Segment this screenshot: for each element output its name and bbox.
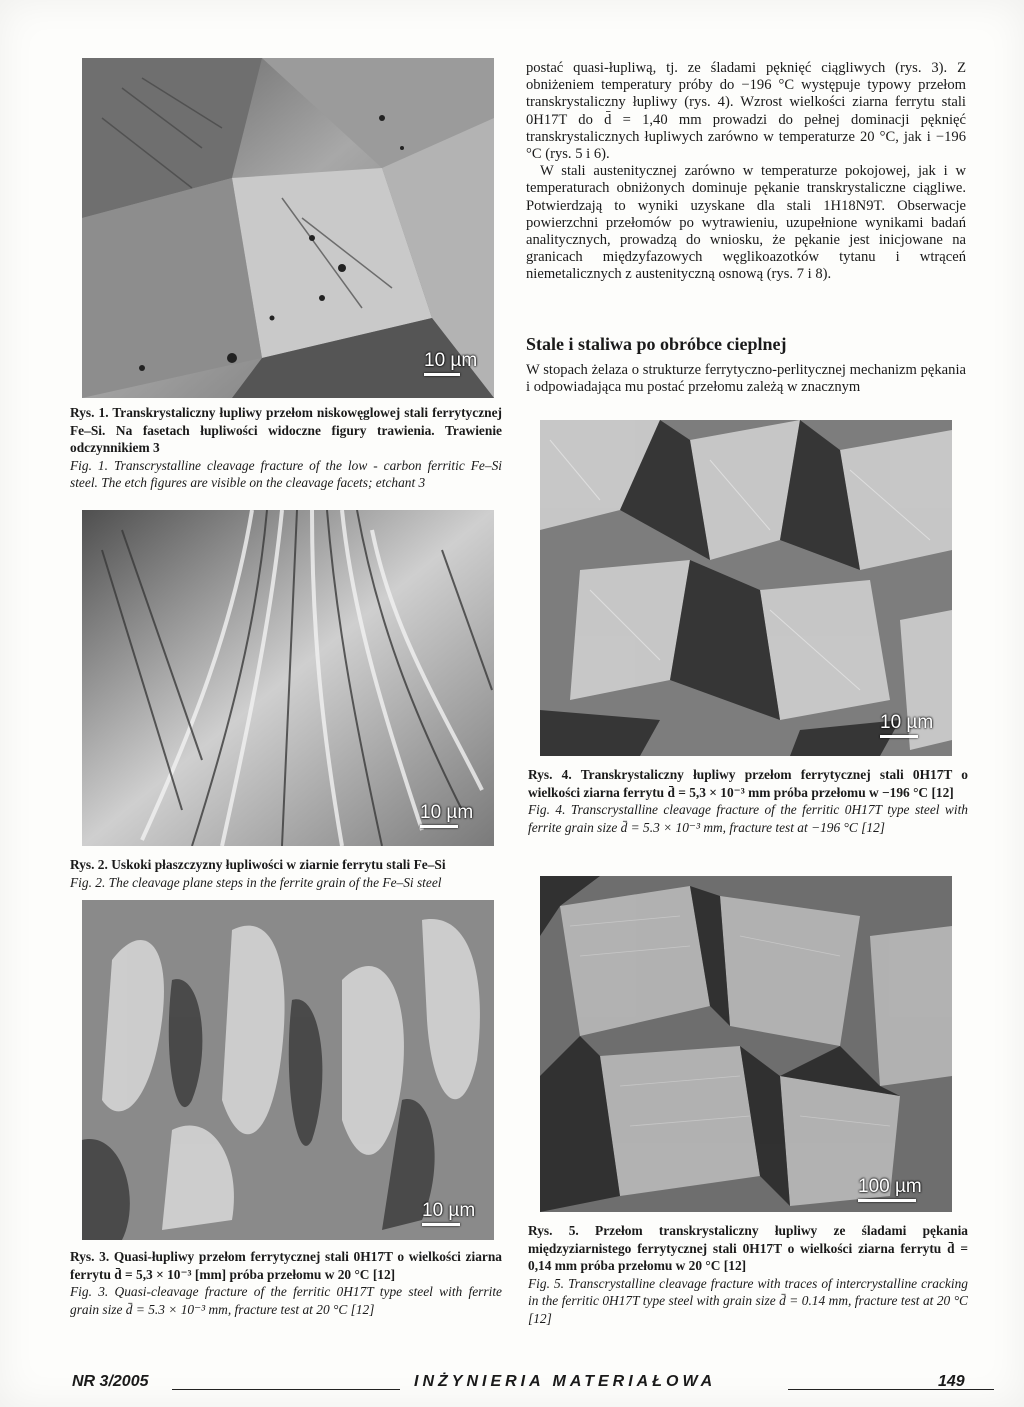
caption-en: Fig. 1. Transcrystalline cleavage fracture of the low - carbon ferritic Fe–Si steel. The etch figures are visible on the cleavage facets; etchant 3 [70, 457, 502, 490]
caption-pl: Rys. 3. Quasi-łupliwy przełom ferrytycznej stali 0H17T o wielkości ziarna ferrytu d̄ = 5,3 × 10⁻³ [mm] próba przełomu w 20 °C [12] [70, 1249, 502, 1282]
caption-pl: Rys. 4. Transkrystaliczny łupliwy przełom ferrytycznej stali 0H17T o wielkości ziarna ferrytu d̄ = 5,3 × 10⁻³ mm próba przełomu w −196 °C [12] [528, 767, 968, 800]
figure-1-caption [70, 404, 502, 492]
body-paragraph: W stali austenitycznej zarówno w temperaturze pokojowej, jak i w temperaturach obniżonych dominuje pękanie transkrystaliczne ciągliwe. Potwierdzają to wyniki uzyskane dla stali 1H18N9T. Obserwacje powierzchni przełomów po wytrawieniu, uzupełnione wynikami badań analitycznych, prowadzą do wniosku, że pękanie jest inicjowane na granicach międzyfazowych węglikoazotków tytanu i wtrąceń niemetalicznych z austenityczną osnową (rys. 7 i 8). [526, 163, 966, 283]
micrograph-5-image [540, 876, 952, 1212]
scale-bar-line [858, 1199, 916, 1202]
figure-1-micrograph [82, 58, 494, 398]
footer-journal-title: INŻYNIERIA MATERIAŁOWA [414, 1373, 717, 1390]
scale-label: 10 µm [424, 350, 478, 371]
scale-bar-line [420, 825, 458, 828]
scale-bar-line [880, 735, 918, 738]
scale-bar [858, 1176, 922, 1202]
caption-en: Fig. 4. Transcrystalline cleavage fracture of the ferritic 0H17T type steel with ferrite grain size d̄ = 5.3 × 10⁻³ mm, fracture test at −196 °C [12] [528, 802, 968, 835]
body-paragraph: postać quasi-łupliwą, tj. ze śladami pęknięć ciągliwych (rys. 3). Z obniżeniem temperatury próby do −196 °C występuje typowy przełom transkrystaliczny łupliwy (rys. 4). Wzrost wielkości ziarna ferrytu stali 0H17T do d̄ = 1,40 mm prowadzi do pełnej dominacji pęknięć transkrystalicznych łupliwych zarówno w temperaturze 20 °C, jak i −196 °C (rys. 5 i 6). [526, 60, 966, 163]
caption-en: Fig. 3. Quasi-cleavage fracture of the ferritic 0H17T type steel with ferrite grain size d̄ = 5.3 × 10⁻³ mm, fracture test at 20 °C [12] [70, 1284, 502, 1317]
scale-label: 10 µm [880, 712, 934, 733]
scale-label: 100 µm [858, 1176, 922, 1197]
figure-2-micrograph [82, 510, 494, 846]
scale-bar-line [422, 1223, 460, 1226]
figure-4-micrograph [540, 420, 952, 756]
micrograph-1-image [82, 58, 494, 398]
body-text-top [526, 60, 966, 284]
caption-pl: Rys. 5. Przełom transkrystaliczny łupliwy ze śladami pękania międzyziarnistego ferrytycznej stali 0H17T o wielkości ziarna ferrytu d̄ = 0,14 mm próba przełomu w 20 °C [12] [528, 1223, 968, 1273]
body-text-bottom [526, 362, 966, 396]
figure-5-caption [528, 1222, 968, 1327]
scale-bar [420, 802, 473, 828]
footer-page-number: 149 [938, 1373, 965, 1390]
scale-label: 10 µm [420, 802, 474, 823]
scale-bar-line [424, 373, 460, 376]
scale-bar [424, 350, 477, 376]
figure-5-micrograph [540, 876, 952, 1212]
caption-pl: Rys. 1. Transkrystaliczny łupliwy przełom niskowęglowej stali ferrytycznej Fe–Si. Na fasetach łupliwości widoczne figury trawienia. Trawienie odczynnikiem 3 [70, 405, 502, 455]
scale-label: 10 µm [422, 1200, 476, 1221]
micrograph-3-image [82, 900, 494, 1240]
caption-en: Fig. 5. Transcrystalline cleavage fracture with traces of intercrystalline cracking in the ferritic 0H17T type steel with grain size d̄ = 0.14 mm, fracture test at 20 °C [12] [528, 1275, 968, 1326]
footer-rule-left [172, 1389, 400, 1390]
figure-4-caption [528, 766, 968, 836]
figure-2-caption [70, 856, 502, 891]
footer-issue: NR 3/2005 [72, 1373, 149, 1390]
page-footer [72, 1373, 972, 1397]
section-heading: Stale i staliwa po obróbce cieplnej [526, 334, 787, 354]
scale-bar [880, 712, 933, 738]
figure-3-caption [70, 1248, 502, 1318]
micrograph-4-image [540, 420, 952, 756]
scale-bar [422, 1200, 475, 1226]
figure-3-micrograph [82, 900, 494, 1240]
caption-en: Fig. 2. The cleavage plane steps in the ferrite grain of the Fe–Si steel [70, 874, 442, 890]
body-paragraph: W stopach żelaza o strukturze ferrytyczno-perlitycznej mechanizm pękania i odpowiadająca mu postać przełomu zależą w znacznym [526, 362, 966, 396]
micrograph-2-image [82, 510, 494, 846]
caption-pl: Rys. 2. Uskoki płaszczyzny łupliwości w ziarnie ferrytu stali Fe–Si [70, 857, 446, 872]
